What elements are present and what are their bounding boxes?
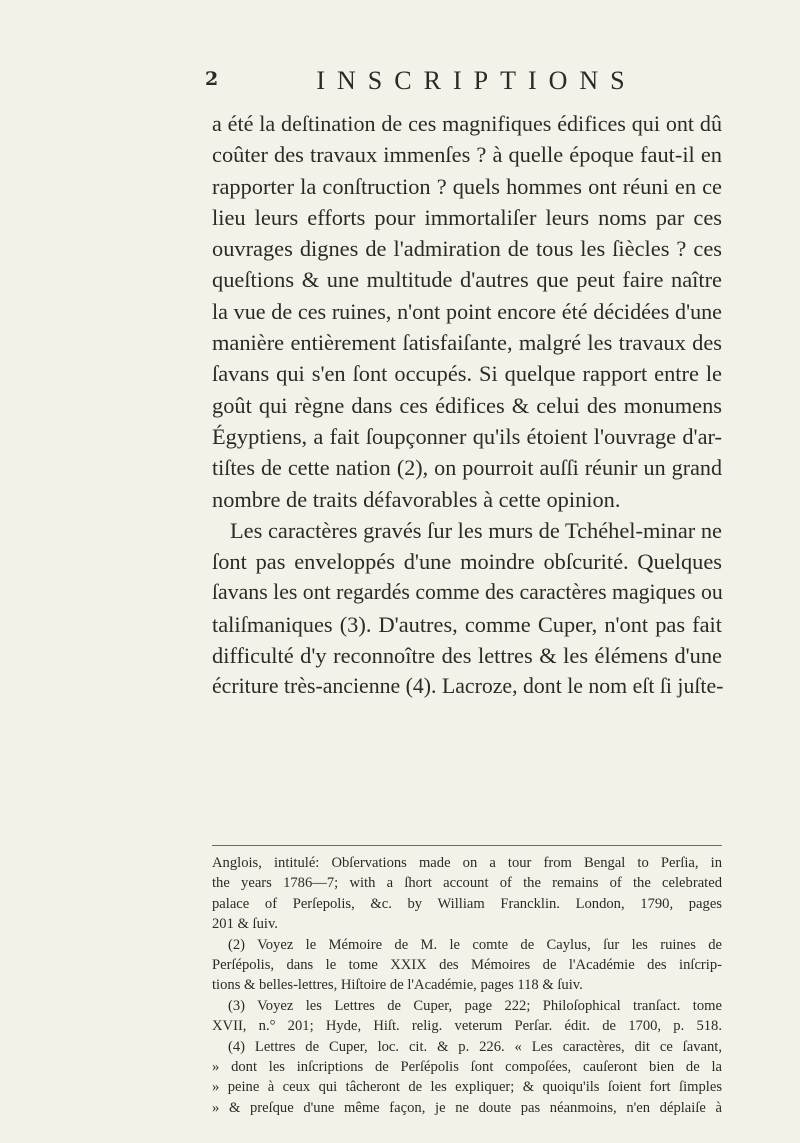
text-line: écriture très-ancienne (4). Lacroze, dont le nom eſt ſi juſte- [212,674,724,699]
footnotes [212,853,722,1118]
text-line: ſont pas enveloppés d'une moindre obſcurité. Quelques [212,549,722,575]
footnote-line: Anglois, intitulé: Obſervations made on a tour from Bengal to Perſia, in [212,855,722,871]
footnote-quote-line: » dont les inſcriptions de Perſépolis ſont compoſées, cauſeront bien de la [212,1058,722,1075]
text-line: ouvrages dignes de l'admiration de tous les ſiècles ? ces [212,236,722,262]
footnote-line: tions & belles-lettres, Hiſtoire de l'Académie, pages 118 & ſuiv. [212,977,583,994]
footnote-line: XVII, n.° 201; Hyde, Hiſt. relig. veterum Perſar. édit. de 1700, p. 518. [212,1018,722,1035]
text-line: difficulté d'y reconnoître des lettres & les élémens d'une [212,643,722,669]
footnote-quote-line: » peine à ceux qui tâcheront de les expliquer; & quoiqu'ils ſoient fort ſimples [212,1079,722,1096]
text-line: ſavans les ont regardés comme des caractères magiques ou [212,580,723,605]
footnote-divider [212,845,722,846]
text-line: ſavans qui s'en ſont occupés. Si quelque rapport entre le [212,361,722,387]
footnote-line: the years 1786—7; with a ſhort account of the remains of the celebrated [212,875,722,892]
page-number: 2 [205,68,219,90]
text-line: coûter des travaux immenſes ? à quelle époque faut-il en [212,142,722,168]
text-line: tiſtes de cette nation (2), on pourroit auſſi réunir un grand [212,455,722,481]
text-line-paragraph-start: Les caractères gravés ſur les murs de Tchéhel-minar ne [230,517,722,543]
footnote-line: Perſépolis, dans le tome XXIX des Mémoires de l'Académie des inſcrip- [212,956,722,973]
main-text [212,108,722,703]
running-title: INSCRIPTIONS [316,66,637,95]
text-line: taliſmaniques (3). D'autres, comme Cuper, n'ont pas fait [212,611,722,637]
footnote-line: palace of Perſepolis, &c. by William Francklin. London, 1790, pages [212,895,722,912]
text-line: queſtions & une multitude d'autres que peut faire naître [212,267,722,293]
text-line-paragraph-end: nombre de traits défavorables à cette opinion. [212,486,621,512]
text-line: manière entièrement ſatisfaiſante, malgré les travaux des [212,330,722,356]
text-line: goût qui règne dans ces édifices & celui des monumens [212,392,722,418]
page-header [205,66,728,100]
text-line: la vue de ces ruines, n'ont point encore été décidées d'une [212,298,722,324]
footnote-3: (3) Voyez les Lettres de Cuper, page 222; Philoſophical tranſact. tome [228,997,722,1014]
text-line: Égyptiens, a fait ſoupçonner qu'ils étoient l'ouvrage d'ar- [212,423,722,449]
footnote-4: (4) Lettres de Cuper, loc. cit. & p. 226. « Les caractères, dit ce ſavant, [228,1038,722,1055]
text-line: a été la deſtination de ces magnifiques édifices qui ont dû [212,111,722,136]
footnote-line: 201 & ſuiv. [212,916,278,933]
text-line: lieu leurs efforts pour immortaliſer leurs noms par ces [212,204,722,230]
footnote-quote-line: » & preſque d'une même façon, je ne doute pas néanmoins, n'en déplaiſe à [212,1099,722,1116]
text-line: rapporter la conſtruction ? quels hommes ont réuni en ce [212,173,722,199]
footnote-2: (2) Voyez le Mémoire de M. le comte de Caylus, ſur les ruines de [228,936,722,953]
